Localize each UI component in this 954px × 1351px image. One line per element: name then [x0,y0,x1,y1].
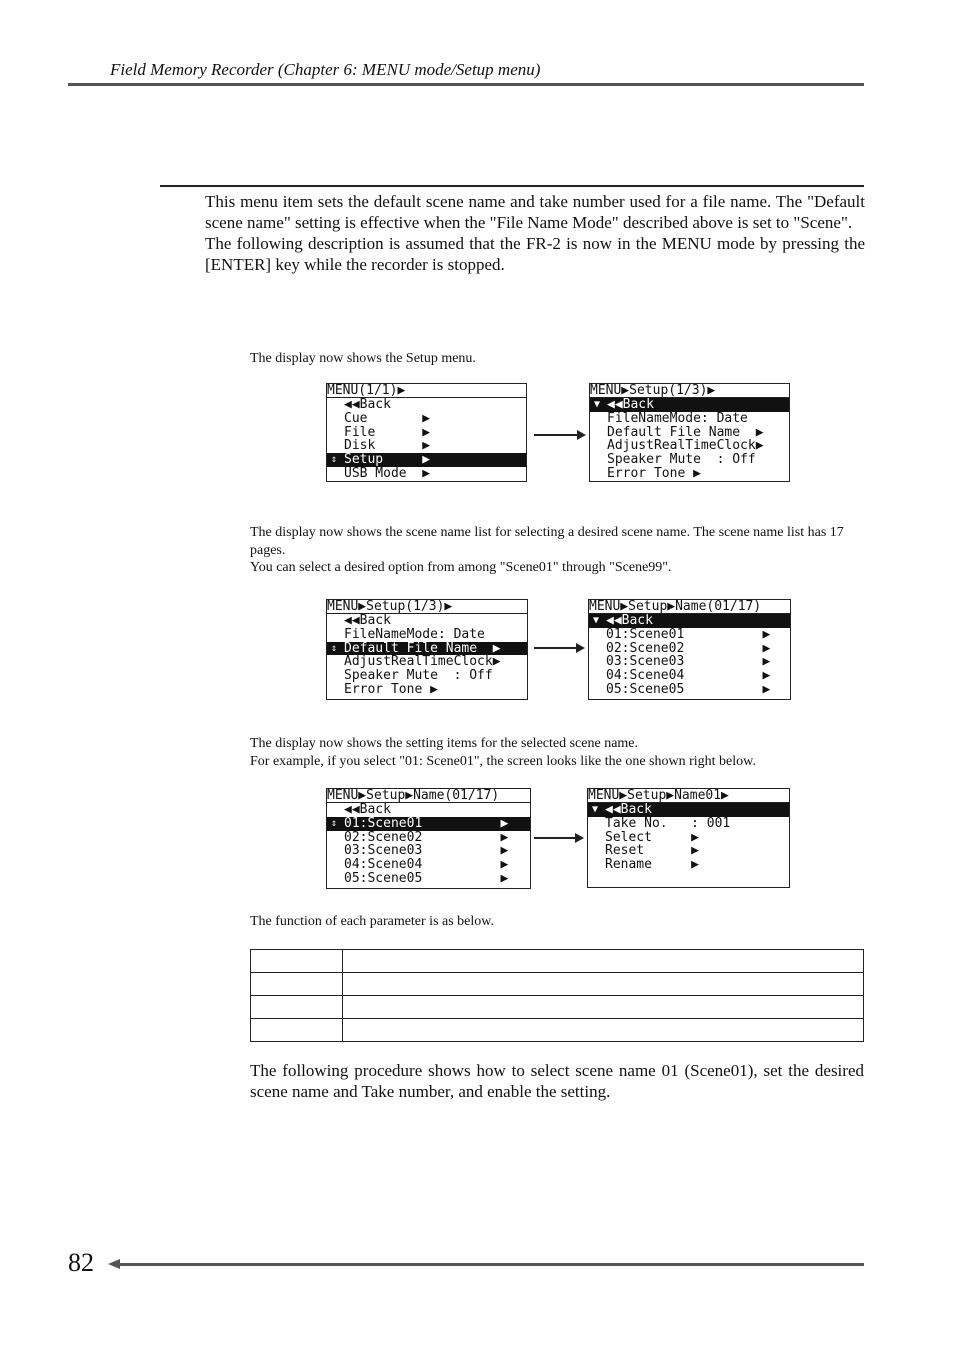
header-rule [68,83,864,86]
lcd-row-label: ◀◀Back [607,397,654,412]
lcd-row: AdjustRealTimeClock▶ [607,438,764,454]
table-cell [251,1019,343,1042]
running-header: Field Memory Recorder (Chapter 6: MENU mode/Setup menu) [110,60,541,79]
lcd-row-selected [327,642,527,656]
table-cell [343,950,864,973]
lcd-row-selected [327,817,530,831]
lcd-row: Default File Name ▶ [607,424,764,440]
note-parameters [250,913,866,931]
table-cell [251,950,343,973]
lcd-row: 03:Scene03 ▶ [606,654,771,670]
lcd-row: Error Tone ▶ [607,465,701,481]
lcd-row: Take No. : 001 [605,815,731,831]
footer-rule [118,1263,864,1266]
lcd-row-selected [327,453,526,467]
table-cell [251,996,343,1019]
lcd-row: Error Tone ▶ [344,681,438,697]
lcd-row: Cue ▶ [344,410,431,426]
lcd-row: 02:Scene02 ▶ [606,640,771,656]
arrow-right-icon [534,647,583,649]
note-scene-list [250,524,866,577]
lcd-title: MENU▶Setup▶Name(01/17) [327,789,530,803]
lcd-row: Rename ▶ [605,857,699,873]
lcd-screen-scene-list-selected [326,788,531,889]
lcd-title: MENU▶Setup▶Name01▶ [588,789,789,803]
lcd-row: 03:Scene03 ▶ [344,843,509,859]
table-cell [343,1019,864,1042]
lcd-row: FileNameMode: Date [607,410,748,426]
lcd-row: 01:Scene01 ▶ [606,626,771,642]
table-row [251,950,864,973]
parameter-table [250,949,864,1042]
lcd-row: 05:Scene05 ▶ [606,681,771,697]
lcd-row: Speaker Mute : Off [607,452,756,468]
lcd-title: MENU▶Setup(1/3)▶ [590,384,789,398]
lcd-screen-setup [589,383,790,482]
lcd-row-selected [590,398,789,412]
table-cell [343,996,864,1019]
arrow-right-icon [534,837,582,839]
lcd-screen-menu [326,383,527,482]
lcd-row: AdjustRealTimeClock▶ [344,654,501,670]
down-arrow-icon: ▼ [593,399,601,410]
lcd-row-label: ◀◀Back [605,802,652,817]
table-cell [251,973,343,996]
down-arrow-icon: ▼ [591,804,599,815]
lcd-row-label: Setup ▶ [344,452,431,468]
lcd-row-selected [589,614,790,628]
lcd-row: ◀◀Back [344,613,391,628]
lcd-row-selected [588,803,789,817]
lcd-title: MENU(1/1)▶ [327,384,526,398]
lcd-row: Speaker Mute : Off [344,668,493,684]
table-row [251,973,864,996]
lcd-title: MENU▶Setup(1/3)▶ [327,600,527,614]
lcd-row: 04:Scene04 ▶ [606,668,771,684]
note-text: The function of each parameter is as below. [250,914,494,929]
lcd-row: Select ▶ [605,829,699,845]
lcd-row: Reset ▶ [605,843,699,859]
note-text: The display now shows the setting items for the selected scene name. [250,736,639,751]
lcd-row: Disk ▶ [344,438,431,454]
arrow-right-icon [534,434,584,436]
table-cell [343,973,864,996]
page-number: 82 [68,1248,94,1277]
lcd-row-label: 01:Scene01 ▶ [344,815,509,831]
lcd-screen-setup-selected [326,599,528,700]
note-text: You can select a desired option from among "Scene01" through "Scene99". [250,560,672,575]
lcd-row: ◀◀Back [344,397,391,412]
table-row [251,1019,864,1042]
section-rule [160,185,864,187]
note-text: The display now shows the Setup menu. [250,351,476,366]
lcd-row: ◀◀Back [344,802,391,817]
intro-paragraph-2: The following description is assumed that the FR-2 is now in the MENU mode by pressing the [ENTER] key while the recorder is stopped. [205,234,865,274]
note-setup-menu [250,350,866,368]
updown-icon: ⇕ [330,454,338,466]
down-arrow-icon: ▼ [592,615,600,626]
intro-text [205,191,865,275]
table-row [251,996,864,1019]
closing-paragraph: The following procedure shows how to select scene name 01 (Scene01), set the desired scene name and Take number, and enable the setting. [250,1061,864,1101]
lcd-row: 02:Scene02 ▶ [344,829,509,845]
note-setting-items [250,735,866,770]
lcd-row-label: ◀◀Back [606,613,653,628]
lcd-row: FileNameMode: Date [344,626,485,642]
lcd-row: File ▶ [344,424,431,440]
lcd-screen-scene-settings [587,788,790,888]
intro-paragraph-1: This menu item sets the default scene name and take number used for a file name. The "Default scene name" setting is effective when the "File Name Mode" described above is set to "Scene". [205,192,865,232]
updown-icon: ⇕ [330,642,338,654]
lcd-row: 04:Scene04 ▶ [344,857,509,873]
lcd-row: 05:Scene05 ▶ [344,870,509,886]
lcd-row: USB Mode ▶ [344,465,431,481]
updown-icon: ⇕ [330,817,338,829]
note-text: For example, if you select "01: Scene01", the screen looks like the one shown right below. [250,753,756,769]
note-text: The display now shows the scene name list for selecting a desired scene name. The scene name list has 17 pages. [250,525,844,558]
lcd-title: MENU▶Setup▶Name(01/17) [589,600,790,614]
lcd-row-label: Default File Name ▶ [344,640,501,656]
lcd-screen-scene-list [588,599,791,700]
